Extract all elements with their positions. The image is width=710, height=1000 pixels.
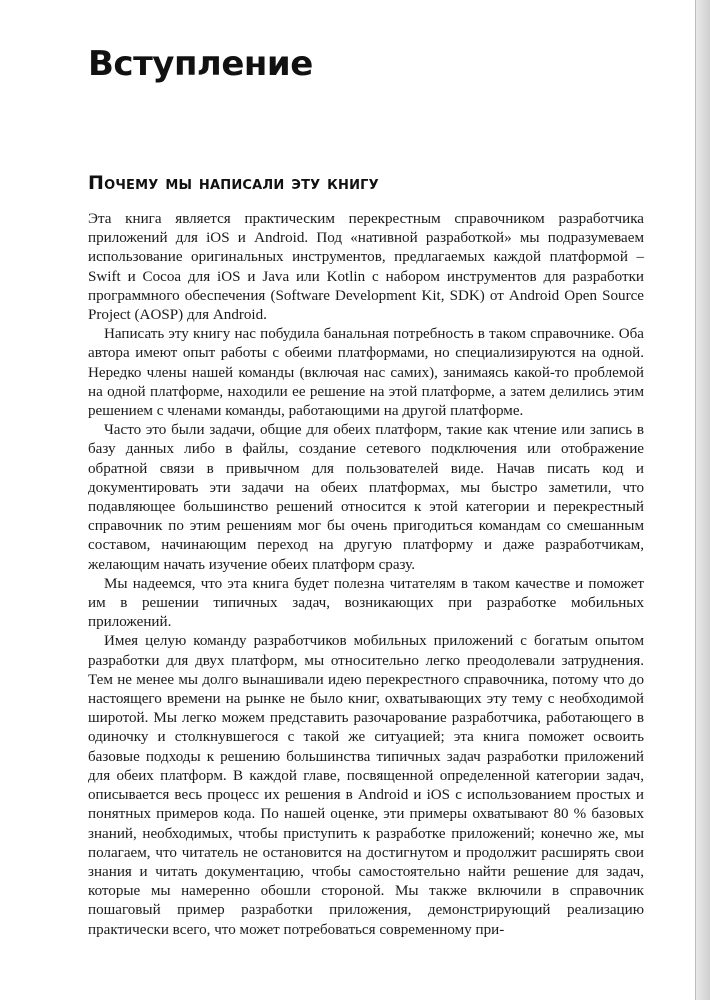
section-title: Почему мы написали эту книгу (88, 172, 379, 194)
paragraph-1: Эта книга является практическим перекрестным справочником разработчика приложений для iOS и Android. Под «нативной разработкой» мы подразумеваем использование оригинальных инструментов, предлагаемых каждой платформой – Swift и Cocoa для iOS и Java или Kotlin с набором инструментов для разработки программного обеспечения (Software Development Kit, SDK) от Android Open Source Project (AOSP) для Android. (88, 211, 644, 324)
body-text (88, 210, 644, 940)
page-edge (695, 0, 710, 1000)
paragraph-3: Часто это были задачи, общие для обеих платформ, такие как чтение или запись в базу данных либо в файлы, создание сетевого подключения или отображение обратной связи в привычном для пользователей виде. Начав писать код и документировать эти задачи на обеих платформах, мы быстро заметили, что подавляющее большинство решений относится к этой категории и перекрестный справочник по этим решениям мог бы очень пригодиться командам со смешанным составом, начинающим переход на другую платформу и даже разработчикам, желающим начать изучение обеих платформ сразу. (88, 422, 644, 573)
chapter-title: Вступление (88, 44, 313, 84)
paragraph-4: Мы надеемся, что эта книга будет полезна читателям в таком качестве и поможет им в решении типичных задач, возникающих при разработке мобильных приложений. (88, 575, 644, 631)
paragraph-5: Имея целую команду разработчиков мобильных приложений с богатым опытом разработки для двух платформ, мы относительно легко преодолевали затруднения. Тем не менее мы долго вынашивали идею перекрестного справочника, потому что до настоящего времени на рынке не было книг, охватывающих эту тему с необходимой широтой. Мы легко можем представить разочарование разработчика, работающего в одиночку и столкнувшегося с такой же ситуацией; эта книга поможет освоить базовые подходы к решению большинства типичных задач разработки приложений для обеих платформ. В каждой главе, посвященной определенной категории задач, описывается весь процесс их решения в Android и iOS с использованием простых и понятных примеров кода. По нашей оценке, эти примеры охватывают 80 % базовых знаний, необходимых, чтобы приступить к разработке приложений; конечно же, мы полагаем, что читатель не остановится на достигнутом и продолжит расширять свои знания и читать документацию, чтобы самостоятельно найти решение для задач, которые мы намеренно обошли стороной. Мы также включили в справочник пошаговый пример разработки приложения, демонстрирующий реализацию практически всего, что может потребоваться современному при- (88, 633, 644, 938)
paragraph-2: Написать эту книгу нас побудила банальная потребность в таком справочнике. Оба автора имеют опыт работы с обеими платформами, но специализируются на одной. Нередко члены нашей команды (включая нас самих), занимаясь какой-то проблемой на одной платформе, находили ее решение на этой платформе, а затем делились этим решением с членами команды, работающими на другой платформе. (88, 326, 644, 420)
